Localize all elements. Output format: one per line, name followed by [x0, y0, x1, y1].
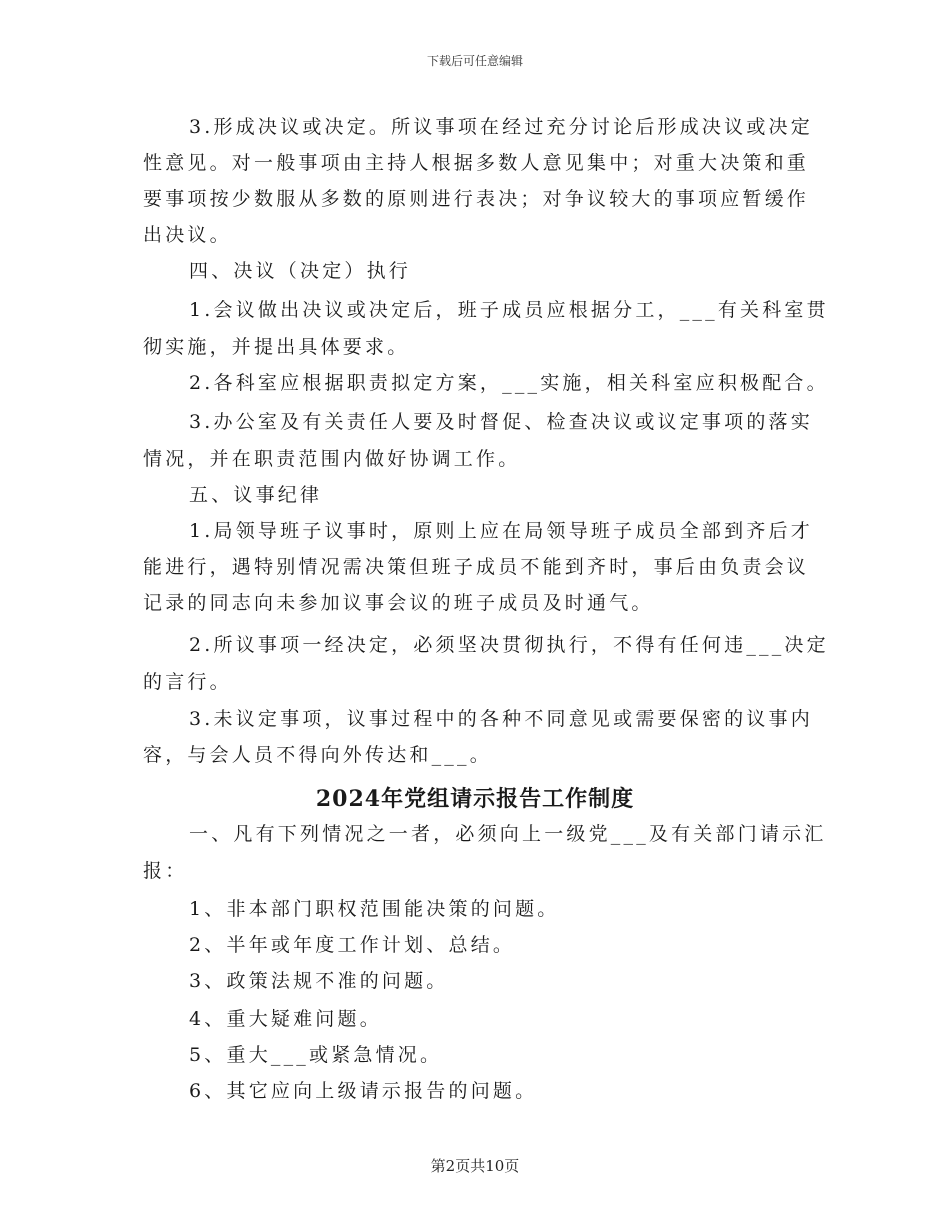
document-title: 2024年党组请示报告工作制度: [315, 786, 635, 812]
list-item: 6、其它应向上级请示报告的问题。: [189, 1080, 538, 1102]
paragraph-line: 的言行。: [143, 671, 232, 693]
section-heading: 四、决议（决定）执行: [189, 260, 412, 282]
list-item: 2、半年或年度工作计划、总结。: [189, 934, 516, 956]
list-item: 3、政策法规不准的问题。: [189, 970, 449, 992]
paragraph-line: 3.办公室及有关责任人要及时督促、检查决议或议定事项的落实: [189, 411, 813, 433]
paragraph-line: 2.所议事项一经决定，必须坚决贯彻执行，不得有任何违___决定: [189, 634, 829, 656]
page-header: 下载后可任意编辑: [426, 54, 523, 68]
paragraph-line: 性意见。对一般事项由主持人根据多数人意见集中；对重大决策和重: [143, 152, 810, 174]
page-number: 第2页共10页: [430, 1157, 520, 1175]
list-item: 5、重大___或紧急情况。: [189, 1044, 443, 1066]
paragraph-line: 1.会议做出决议或决定后，班子成员应根据分工，___有关科室贯: [189, 299, 829, 321]
paragraph-line: 3.形成决议或决定。所议事项在经过充分讨论后形成决议或决定: [189, 116, 813, 138]
paragraph-line: 2.各科室应根据职责拟定方案，___实施，相关科室应积极配合。: [189, 372, 829, 394]
paragraph-line: 能进行，遇特别情况需决策但班子成员不能到齐时，事后由负责会议: [143, 556, 810, 578]
paragraph-line: 1.局领导班子议事时，原则上应在局领导班子成员全部到齐后才: [189, 520, 813, 542]
paragraph-line: 3.未议定事项，议事过程中的各种不同意见或需要保密的议事内: [189, 708, 813, 730]
paragraph-line: 出决议。: [143, 224, 232, 246]
list-item: 1、非本部门职权范围能决策的问题。: [189, 898, 560, 920]
paragraph-line: 记录的同志向未参加议事会议的班子成员及时通气。: [143, 592, 654, 614]
section-heading: 五、议事纪律: [189, 484, 323, 506]
paragraph-line: 情况，并在职责范围内做好协调工作。: [143, 448, 521, 470]
paragraph-line: 报：: [143, 860, 188, 882]
paragraph-line: 要事项按少数服从多数的原则进行表决；对争议较大的事项应暂缓作: [143, 188, 810, 210]
paragraph-line: 彻实施，并提出具体要求。: [143, 336, 410, 358]
paragraph-line: 容，与会人员不得向外传达和___。: [143, 744, 492, 766]
list-item: 4、重大疑难问题。: [189, 1008, 382, 1030]
paragraph-line: 一、凡有下列情况之一者，必须向上一级党___及有关部门请示汇: [189, 823, 827, 845]
